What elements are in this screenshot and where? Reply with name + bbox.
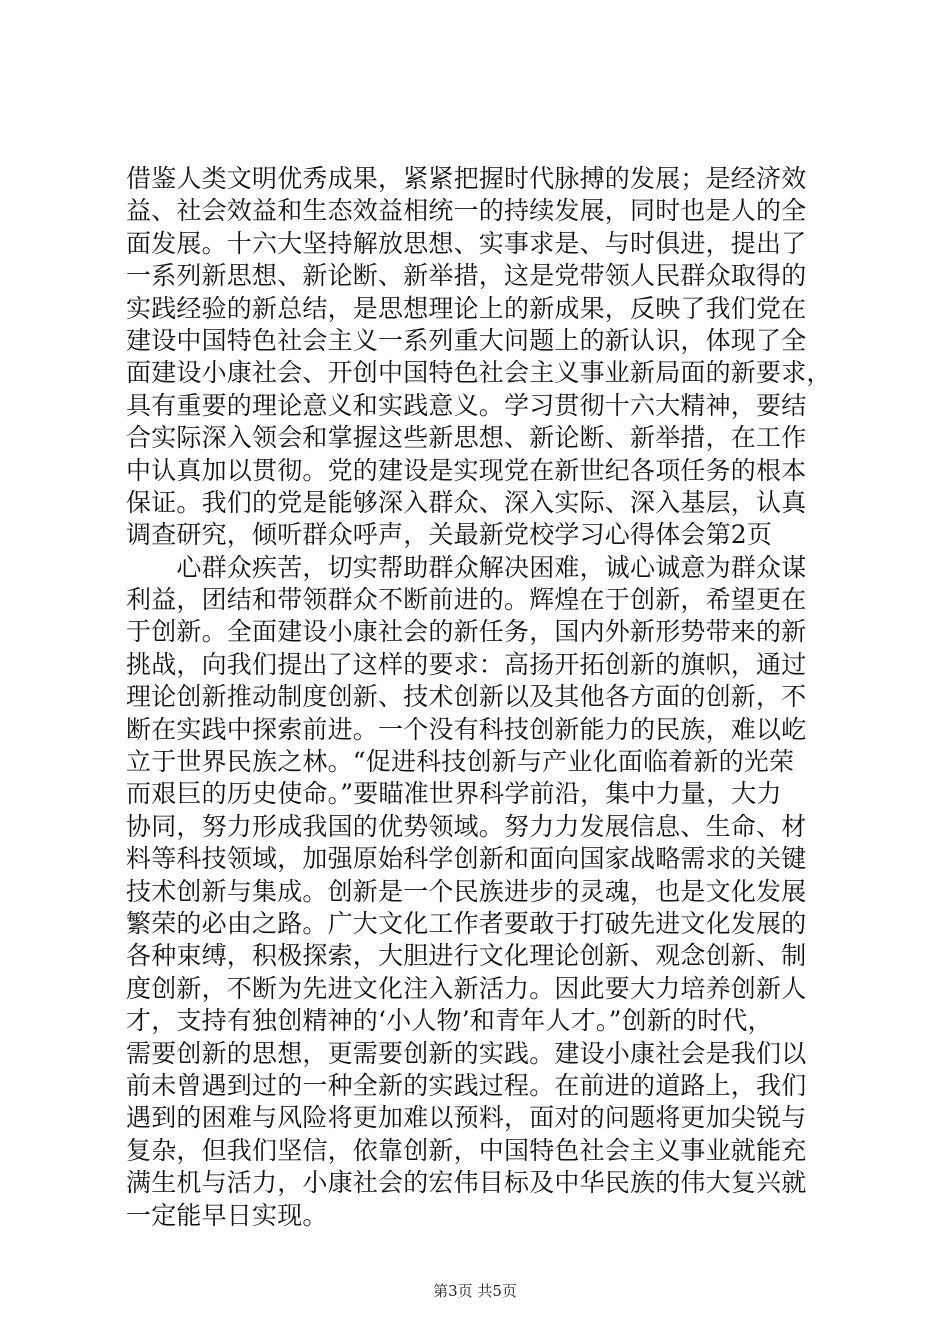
text-line: 利益，团结和带领群众不断前进的。辉煌在于创新，希望更在 (126, 585, 807, 615)
page-number-label: 第3页 共5页 (433, 1282, 517, 1300)
text-line: 满生机与活力，小康社会的宏伟目标及中华民族的伟大复兴就 (126, 1168, 807, 1198)
text-line: 理论创新推动制度创新、技术创新以及其他各方面的创新，不 (126, 682, 807, 712)
text-line: 需要创新的思想，更需要创新的实践。建设小康社会是我们以 (126, 1038, 807, 1068)
text-line: 保证。我们的党是能够深入群众、深入实际、深入基层，认真 (126, 487, 807, 517)
text-line: 断在实践中探索前进。一个没有科技创新能力的民族，难以屹 (126, 714, 807, 744)
text-line: 前未曾遇到过的一种全新的实践过程。在前进的道路上，我们 (126, 1070, 807, 1100)
text-line: 调查研究，倾听群众呼声，关最新党校学习心得体会第2页 (126, 520, 773, 550)
body-text (126, 163, 846, 1232)
text-line: 中认真加以贯彻。党的建设是实现党在新世纪各项任务的根本 (126, 455, 807, 485)
text-line: 益、社会效益和生态效益相统一的持续发展，同时也是人的全 (126, 196, 807, 226)
text-line: 于创新。全面建设小康社会的新任务，国内外新形势带来的新 (126, 617, 807, 647)
text-line: 各种束缚，积极探索，大胆进行文化理论创新、观念创新、制 (126, 941, 807, 971)
page-footer (0, 1280, 950, 1301)
text-line: 一定能早日实现。 (126, 1200, 328, 1230)
text-line: 建设中国特色社会主义一系列重大问题上的新认识，体现了全 (126, 325, 807, 355)
text-line: 度创新，不断为先进文化注入新活力。因此要大力培养创新人 (126, 973, 807, 1003)
text-line: 协同，努力形成我国的优势领域。努力力发展信息、生命、材 (126, 811, 807, 841)
text-line: 借鉴人类文明优秀成果，紧紧把握时代脉搏的发展；是经济效 (126, 164, 807, 193)
text-line: 实践经验的新总结，是思想理论上的新成果，反映了我们党在 (126, 293, 807, 323)
text-line: 具有重要的理论意义和实践意义。学习贯彻十六大精神，要结 (126, 390, 807, 420)
text-line: 立于世界民族之林。“促进科技创新与产业化面临着新的光荣 (126, 747, 795, 777)
text-line: 繁荣的必由之路。广大文化工作者要敢于打破先进文化发展的 (126, 908, 807, 938)
text-line: 遇到的困难与风险将更加难以预料，面对的问题将更加尖锐与 (126, 1103, 807, 1133)
text-line: 而艰巨的历史使命。”要瞄准世界科学前沿，集中力量，大力 (126, 779, 782, 809)
text-line: 复杂，但我们坚信，依靠创新，中国特色社会主义事业就能充 (126, 1135, 807, 1165)
text-line: 料等科技领域，加强原始科学创新和面向国家战略需求的关键 (126, 844, 807, 874)
text-line: 才，支持有独创精神的‘小人物’和青年人才。”创新的时代， (126, 1006, 773, 1036)
text-line: 面发展。十六大坚持解放思想、实事求是、与时俱进，提出了 (126, 228, 807, 258)
text-line: 合实际深入领会和掌握这些新思想、新论断、新举措，在工作 (126, 423, 807, 453)
text-line: 一系列新思想、新论断、新举措，这是党带领人民群众取得的 (126, 261, 807, 291)
text-line: 技术创新与集成。创新是一个民族进步的灵魂，也是文化发展 (126, 876, 807, 906)
text-line: 面建设小康社会、开创中国特色社会主义事业新局面的新要求， (126, 358, 832, 388)
text-line: 心群众疾苦，切实帮助群众解决困难，诚心诚意为群众谋 (126, 552, 807, 582)
text-line: 挑战，向我们提出了这样的要求：高扬开拓创新的旗帜，通过 (126, 649, 807, 679)
